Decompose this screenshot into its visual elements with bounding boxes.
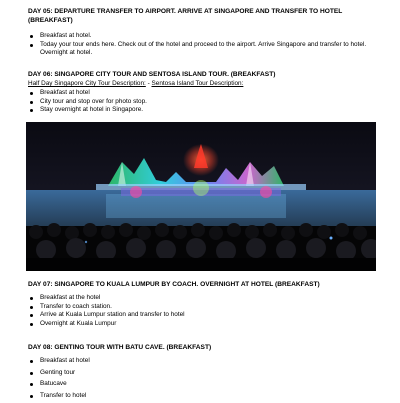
bullet-icon (30, 383, 33, 386)
sentosa-light-show-photo (26, 122, 376, 271)
day07-list (28, 294, 378, 328)
day06-list (28, 89, 378, 115)
day08-list (28, 357, 378, 403)
bullet-icon (30, 92, 33, 95)
city-tour-description-link: Half Day Singapore City Tour Description: (28, 80, 146, 87)
day06-description-line (28, 80, 243, 89)
list-item: Breakfast at hotel (28, 357, 378, 366)
list-item: City tour and stop over for photo stop. (28, 98, 378, 107)
bullet-icon (30, 297, 33, 300)
list-item: Transfer to hotel (28, 392, 378, 401)
bullet-icon (30, 109, 33, 112)
list-item: Transfer to coach station. (28, 303, 378, 312)
day07-title: DAY 07: SINGAPORE TO KUALA LUMPUR BY COACH. OVERNIGHT AT HOTEL (BREAKFAST) (28, 281, 320, 288)
bullet-icon (30, 323, 33, 326)
list-item: Breakfast at hotel. (28, 32, 378, 41)
bullet-icon (30, 360, 33, 363)
list-item: Stay overnight at hotel in Singapore. (28, 106, 378, 115)
day06-title: DAY 06: SINGAPORE CITY TOUR AND SENTOSA ISLAND TOUR. (BREAKFAST) (28, 71, 276, 78)
list-item: Arrive at Kuala Lumpur station and transfer to hotel (28, 311, 378, 320)
list-item: Batucave (28, 380, 378, 389)
list-item: Today your tour ends here. Check out of the hotel and proceed to the airport. Arrive Singapore and transfer to hotel. Overnight at hotel. (28, 41, 378, 58)
description-separator: - (145, 80, 152, 87)
day05-title: DAY 05: DEPARTURE TRANSFER TO AIRPORT. ARRIVE AT SINGAPORE AND TRANSFER TO HOTEL (BREAKFAST) (28, 8, 343, 24)
bullet-icon (30, 395, 33, 398)
list-item: Overnight at Kuala Lumpur (28, 320, 378, 329)
bullet-icon (30, 306, 33, 309)
list-item: Breakfast at the hotel (28, 294, 378, 303)
bullet-icon (30, 314, 33, 317)
sentosa-description-link: Sentosa Island Tour Description: (151, 80, 244, 87)
day08-title: DAY 08: GENTING TOUR WITH BATU CAVE. (BREAKFAST) (28, 344, 212, 351)
list-item: Breakfast at hotel (28, 89, 378, 98)
day05-list (28, 32, 378, 58)
bullet-icon (30, 372, 33, 375)
light-show-illustration (26, 122, 376, 270)
bullet-icon (30, 44, 33, 47)
bullet-icon (30, 35, 33, 38)
list-item: Genting tour (28, 369, 378, 378)
bullet-icon (30, 101, 33, 104)
